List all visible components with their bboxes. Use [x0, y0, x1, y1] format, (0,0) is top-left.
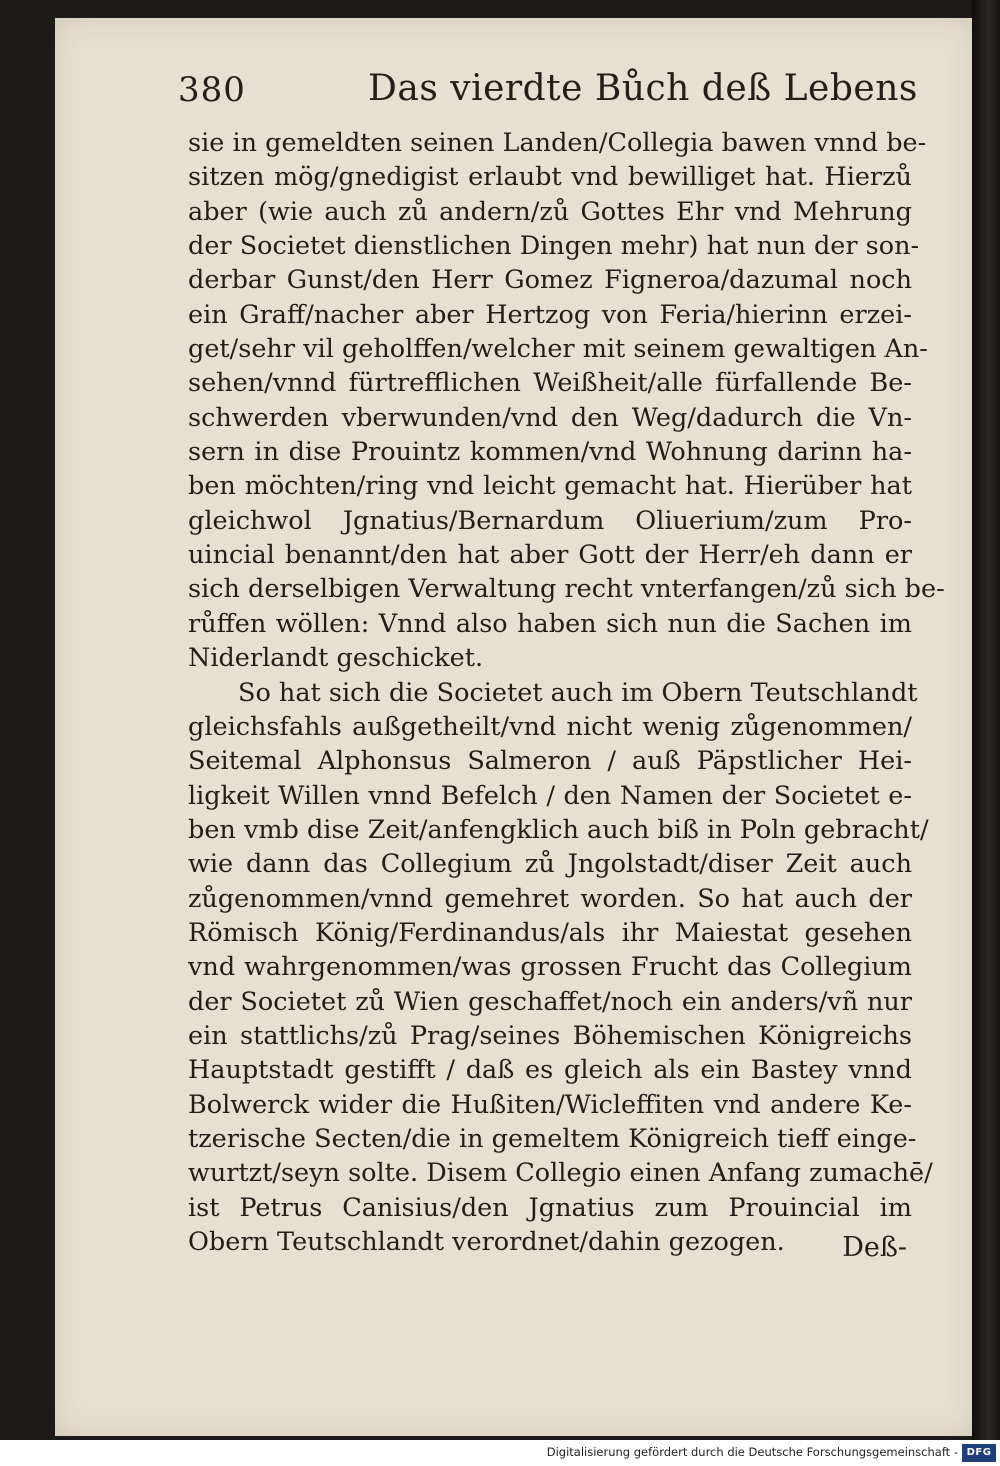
text-line: ein Graff/nacher aber Hertzog von Feria/hierinn erzei- — [188, 299, 912, 330]
catchword: Deß- — [842, 1232, 907, 1263]
text-line: get/sehr vil geholffen/welcher mit seinem gewaltigen An- — [188, 334, 928, 365]
text-line: vnd wahrgenommen/was grossen Frucht das Collegium — [188, 952, 912, 983]
text-line: schwerden vberwunden/vnd den Weg/dadurch die Vn- — [188, 402, 912, 433]
text-line: Bolwerck wider die Hußiten/Wicleffiten vnd andere Ke- — [188, 1089, 912, 1120]
text-line: gleichsfahls außgetheilt/vnd nicht wenig zůgenommen/ — [188, 711, 912, 742]
text-line: ben vmb dise Zeit/anfengklich auch biß in Poln gebracht/ — [188, 814, 929, 845]
text-line: gleichwol Jgnatius/Bernardum Oliuerium/zum Pro- — [188, 505, 912, 536]
text-line: uincial benannt/den hat aber Gott der Herr/eh dann er — [188, 540, 912, 571]
text-line: sehen/vnnd fürtrefflichen Weißheit/alle fürfallende Be- — [188, 368, 912, 399]
dfg-logo: DFG — [962, 1444, 996, 1462]
text-line: zůgenommen/vnnd gemehret worden. So hat auch der — [188, 883, 912, 914]
book-edge — [972, 0, 1000, 1440]
text-line: So hat sich die Societet auch im Obern Teutschlandt — [238, 677, 918, 708]
text-line: der Societet zů Wien geschaffet/noch ein anders/vñ nur — [188, 986, 912, 1017]
text-line: ein stattlichs/zů Prag/seines Böhemischen Königreichs — [188, 1020, 912, 1051]
text-line: růffen wöllen: Vnnd also haben sich nun die Sachen im — [188, 608, 912, 639]
text-line: sich derselbigen Verwaltung recht vnterfangen/zů sich be- — [188, 574, 945, 605]
text-line: Niderlandt geschicket. — [188, 643, 484, 674]
page-number: 380 — [178, 70, 246, 110]
text-line: tzerische Secten/die in gemeltem Königreich tieff einge- — [188, 1123, 917, 1154]
credit-bar — [0, 1440, 1000, 1466]
text-line: Römisch König/Ferdinandus/als ihr Maiestat gesehen — [188, 917, 912, 948]
text-line: ben möchten/ring vnd leicht gemacht hat. Hierüber hat — [188, 471, 912, 502]
text-line: ligkeit Willen vnnd Befelch / den Namen der Societet e- — [188, 780, 912, 811]
text-line: sern in dise Prouintz kommen/vnd Wohnung darinn ha- — [188, 437, 912, 468]
text-line: derbar Gunst/den Herr Gomez Figneroa/dazumal noch — [188, 265, 912, 296]
credit-text: Digitalisierung gefördert durch die Deutsche Forschungsgemeinschaft - — [546, 1445, 958, 1459]
text-line: ist Petrus Canisius/den Jgnatius zum Prouincial im — [188, 1192, 912, 1223]
text-line: sie in gemeldten seinen Landen/Collegia bawen vnnd be- — [188, 128, 927, 158]
text-line: sitzen mög/gnedigist erlaubt vnd bewilliget hat. Hierzů — [188, 162, 912, 193]
body-text — [188, 126, 945, 1259]
text-line: Obern Teutschlandt verordnet/dahin gezogen. — [188, 1227, 785, 1257]
text-line: Seitemal Alphonsus Salmeron / auß Päpstlicher Hei- — [188, 746, 912, 777]
text-line: wurtzt/seyn solte. Disem Collegio einen Anfang zumachē/ — [188, 1158, 933, 1189]
running-head: Das vierdte Bůch deß Lebens — [368, 68, 918, 109]
text-line: der Societet dienstlichen Dingen mehr) hat nun der son- — [188, 231, 920, 262]
text-line: wie dann das Collegium zů Jngolstadt/diser Zeit auch — [188, 849, 912, 880]
text-line: Hauptstadt gestifft / daß es gleich als ein Bastey vnnd — [188, 1055, 912, 1086]
text-line: aber (wie auch zů andern/zů Gottes Ehr vnd Mehrung — [188, 196, 912, 227]
